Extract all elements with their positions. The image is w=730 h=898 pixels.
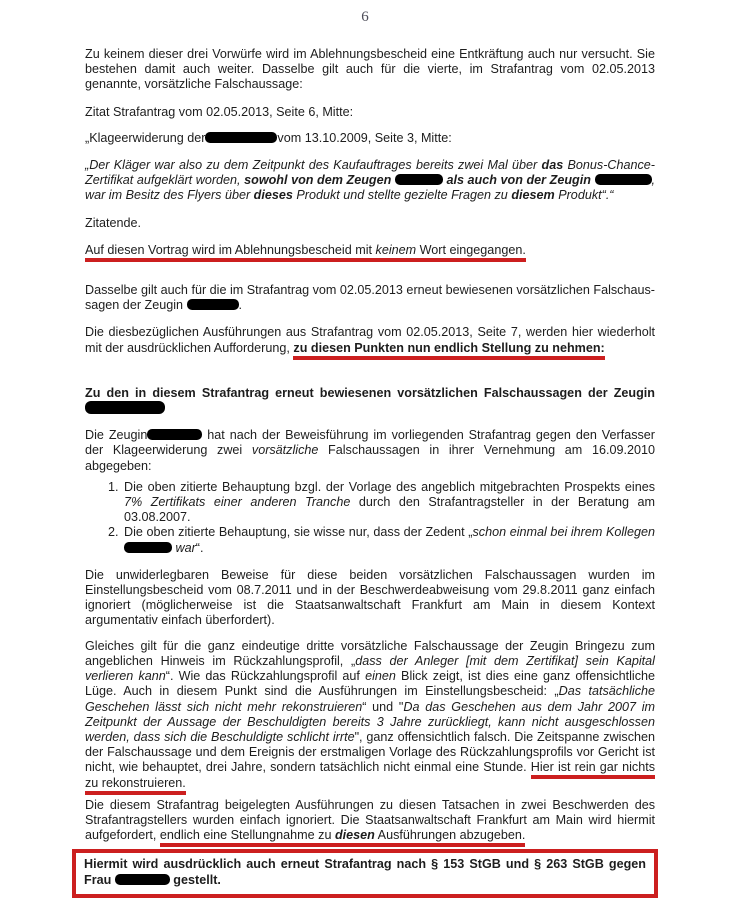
red-underlined-text: endlich eine Stellungnahme zu — [160, 828, 335, 847]
red-underlined-text: Ausführungen abzugeben. — [375, 828, 526, 847]
text-run: “. Wie das Rückzahlungsprofil auf — [165, 669, 366, 684]
text-run: Produkt“.“ — [554, 188, 614, 203]
text-run: schon einmal bei ihrem Kollegen — [472, 525, 655, 540]
text-run: als auch von der Zeugin — [446, 173, 595, 188]
text-run: Dasselbe gilt auch für die im Strafantrag vom 02.05.2013 erneut bewiesenen vorsätzlichen Falschaussagen der Zeugin — [85, 283, 655, 313]
text-run: dass der Anleger [mit dem Zertifikat] sein Kapital verlieren kann — [85, 653, 655, 684]
text-run: Die Zeugin — [85, 428, 148, 443]
list-item — [122, 525, 655, 555]
text-run: Falschaussagen in ihrer Vernehmung am 16.09.2010 abgegeben: — [85, 443, 655, 473]
text-run: vom 13.10.2009, Seite 3, Mitte: — [277, 130, 452, 145]
section-heading — [85, 386, 655, 416]
paragraph — [85, 798, 655, 844]
text-run: ", ganz offensichtlich falsch. Die Zeitspanne zwischen der Falschaussage und dem Ereignis der erstmaligen Vorlage des Rückzahlungsprofils vor Gericht ist nicht, wie behauptet, drei Jahre, sondern tatsächlich nicht einmal eine Stunde. — [85, 729, 655, 775]
text-run: “. — [195, 540, 204, 555]
text-run: Zu keinem dieser drei Vorwürfe wird im Ablehnungsbescheid eine Entkräftung auch nur versucht. Sie bestehen damit auch weiter. Dasselbe gilt auch für die vierte, im Strafantrag vom 02.05.2013 genannte, vorsätzliche Falschaussage: — [85, 47, 655, 92]
text-run: Gleiches gilt für die ganz eindeutige dritte vorsätzliche Falschaussage der Zeugin Bringezu zum angeblichen Hinweis im Rückzahlungsprofil, „ — [85, 638, 655, 668]
paragraph — [85, 47, 655, 93]
redaction-bar — [205, 132, 277, 143]
red-underlined-text: zu diesen Punkten nun endlich Stellung zu nehmen: — [293, 341, 604, 360]
text-run: , war im Besitz des Flyers über — [85, 173, 655, 203]
redaction-bar — [395, 174, 443, 185]
list-item — [122, 480, 655, 526]
red-underlined-text: keinem — [376, 243, 417, 262]
redaction-bar — [595, 174, 652, 185]
text-run: Die diesem Strafantrag beigelegten Ausführungen zu diesen Tatsachen in zwei Beschwerden des Strafantragstellers wurden einfach ignoriert. Die Staatsanwaltschaft Frankfurt am Main wird hiermit aufgefordert, — [85, 797, 655, 843]
text-run: Die oben zitierte Behauptung bzgl. der Vorlage des angeblich mitgebrachten Prospekts eines — [124, 479, 655, 494]
redaction-bar — [85, 401, 165, 414]
text-run: Hiermit wird ausdrücklich auch erneut Strafantrag nach § 153 StGB und § 263 StGB gegen Frau — [84, 857, 646, 887]
paragraph — [85, 131, 655, 146]
text-run: Produkt und stellte gezielte Fragen zu — [292, 188, 512, 203]
paragraph — [85, 568, 655, 629]
text-run: dieses — [253, 188, 293, 203]
text-run: Zu den in diesem Strafantrag erneut bewiesenen vorsätzlichen Falschaussagen der Zeugin — [85, 385, 655, 400]
text-run: durch den Strafantragsteller in der Beratung am 03.08.2007. — [124, 495, 655, 525]
redaction-bar — [187, 299, 239, 310]
text-run: Die diesbezüglichen Ausführungen aus Strafantrag vom 02.05.2013, Seite 7, werden hier wiederholt mit der ausdrücklichen Aufforderung, — [85, 325, 655, 355]
paragraph — [85, 428, 655, 474]
text-run: Bonus-Chance-Zertifikat aufgeklärt worden, — [85, 158, 655, 188]
text-run: gestellt. — [169, 872, 221, 887]
red-underlined-text: Hier ist rein gar nichts zu rekonstruieren. — [85, 760, 655, 794]
paragraph — [85, 325, 655, 355]
boxed-paragraph — [84, 857, 646, 887]
text-run: sowohl von dem Zeugen — [244, 173, 395, 188]
text-run: Die unwiderlegbaren Beweise für diese beiden vorsätzlichen Falschaussagen wurden im Einstellungsbescheid vom 08.7.2011 und in der Beschwerdeabweisung vom 29.8.2011 ganz einfach ignoriert (möglicherweise ist die Staatsanwaltschaft Frankfurt am Main in diesem Kontext argumentativ einfach überfordert). — [85, 567, 655, 628]
text-run: “ und " — [362, 699, 404, 714]
paragraph — [85, 639, 655, 791]
text-run: „Der Kläger war also zu dem Zeitpunkt des Kaufauftrages bereits zwei Mal über — [85, 158, 542, 173]
text-run: das — [541, 158, 564, 173]
text-run: . — [238, 298, 243, 313]
redaction-bar — [124, 542, 172, 553]
red-underlined-text: Auf diesen Vortrag wird im Ablehnungsbescheid mit — [85, 243, 376, 262]
paragraph — [85, 243, 655, 258]
red-underlined-text: Wort eingegangen. — [416, 243, 526, 262]
text-run: Blick zeigt, ist dies eine ganz offensichtliche Lüge. Auch in diesem Punkt sind die Ausführungen im Einstellungsbescheid: „ — [85, 669, 656, 699]
text-run: Zitatende. — [85, 215, 142, 230]
numbered-list — [85, 480, 655, 556]
text-run: „Klageerwiderung der — [85, 130, 206, 145]
text-run: Das tatsächliche Geschehen lässt sich nicht mehr rekonstruieren — [85, 684, 655, 714]
redaction-bar — [147, 429, 202, 440]
text-run: Da das Geschehen aus dem Jahr 2007 im Zeitpunkt der Aussage der Beschuldigten bereits 3 Jahre zurückliegt, kann nicht ausgeschlossen werden, dass sich die Beschuldigte schlicht irrte — [85, 699, 656, 744]
paragraph — [85, 283, 655, 313]
redaction-bar — [115, 874, 170, 885]
text-run: Die oben zitierte Behauptung, sie wisse nur, dass der Zedent „ — [124, 525, 473, 540]
red-underlined-text: diesen — [335, 828, 375, 847]
paragraph — [85, 158, 655, 204]
text-run: 7% Zertifikats einer anderen Tranche — [124, 495, 351, 510]
text-run: einen — [365, 669, 396, 684]
document-body — [85, 47, 655, 898]
text-run: vorsätzliche — [251, 443, 319, 458]
text-run: diesem — [511, 188, 555, 203]
text-run: hat nach der Beweisführung im vorliegenden Strafantrag gegen den Verfasser der Klageerwiderung zwei — [85, 428, 655, 458]
red-emphasis-box — [72, 849, 658, 897]
text-run: Zitat Strafantrag vom 02.05.2013, Seite 6, Mitte: — [85, 104, 354, 119]
paragraph — [85, 216, 655, 231]
page-number: 6 — [361, 9, 369, 25]
text-run: war — [175, 540, 196, 555]
paragraph — [85, 105, 655, 120]
